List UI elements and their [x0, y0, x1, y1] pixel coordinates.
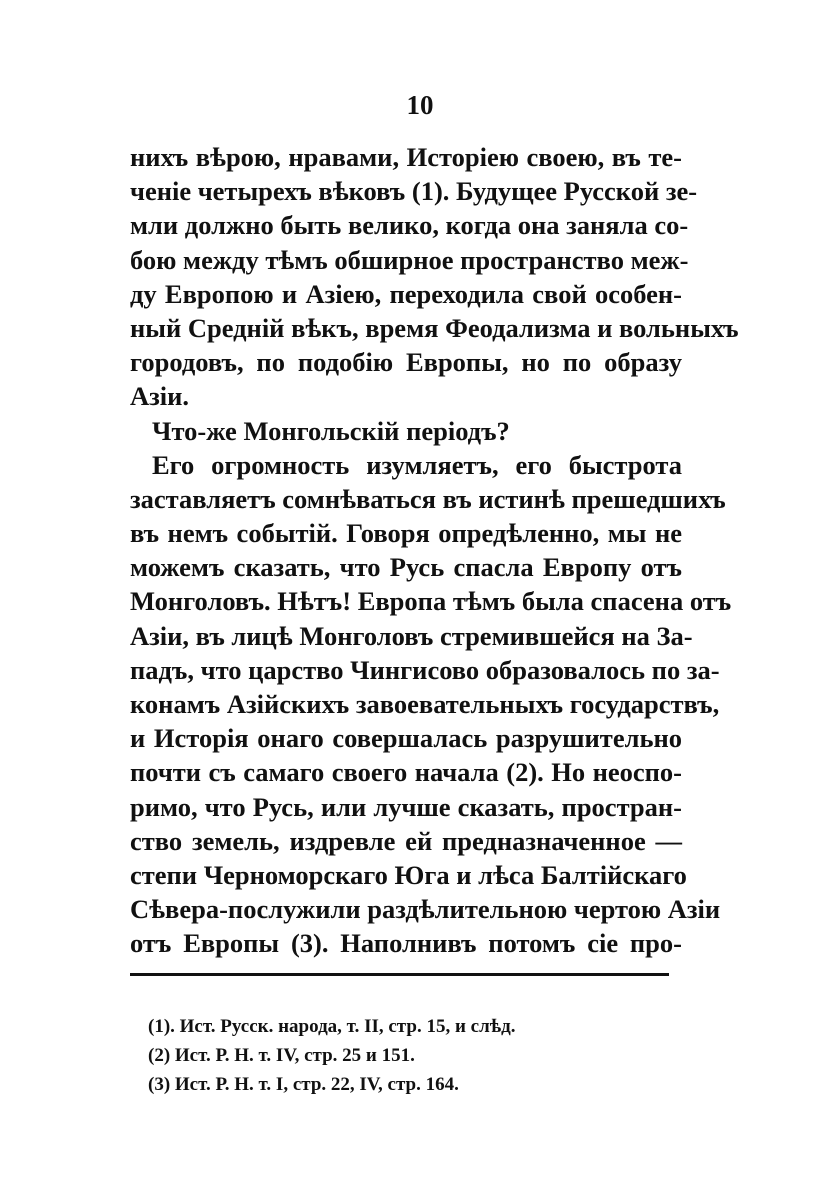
footnote-divider [130, 973, 669, 976]
text-line: нихъ вѣрою, нравами, Исторіею своею, въ те- [130, 142, 682, 172]
text-line: конамъ Азійскихъ завоевательныхъ государствъ, [130, 689, 720, 719]
text-line: отъ Европы (3). Наполнивъ потомъ сіе про- [130, 928, 682, 959]
text-line: можемъ сказать, что Русь спасла Европу отъ [130, 552, 682, 583]
text-line: ство земель, издревле ей предназначенное — [130, 825, 682, 856]
text-line: степи Черноморскаго Юга и лѣса Балтійскаго [130, 859, 687, 890]
text-line: Монголовъ. Нѣтъ! Европа тѣмъ была спасена отъ [130, 586, 732, 617]
footnote: (3) Ист. Р. Н. т. I, стр. 22, IV, стр. 164. [148, 1074, 459, 1095]
text-line: въ немъ событій. Говоря опредѣленно, мы не [130, 518, 682, 549]
text-line: ду Европою и Азіею, переходила свой особен- [130, 278, 682, 309]
text-line: заставляетъ сомнѣваться въ истинѣ прешедшихъ [130, 483, 726, 514]
footnote: (2) Ист. Р. Н. т. IV, стр. 25 и 151. [148, 1045, 415, 1066]
text-line: и Исторія онаго совершалась разрушительно [130, 723, 682, 754]
text-line: падъ, что царство Чингисово образовалось по за- [130, 654, 720, 685]
text-line: римо, что Русь, или лучше сказать, простран- [130, 791, 682, 822]
footnote: (1). Ист. Русск. народа, т. II, стр. 15, и слѣд. [148, 1016, 516, 1037]
text-line: Его огромность изумляетъ, его быстрота [152, 449, 682, 480]
text-line: мли должно быть велико, когда она заняла со- [130, 210, 689, 241]
text-line: городовъ, по подобію Европы, но по образу [130, 347, 682, 378]
footnotes [148, 1012, 668, 1099]
page-number: 10 [406, 90, 434, 120]
text-line: ный Средній вѣкъ, время Феодализма и вольныхъ [130, 312, 739, 343]
text-line: Сѣвера-послужили раздѣлительною чертою Азіи [130, 894, 721, 925]
body-text [130, 140, 739, 961]
text-line: Что-же Монгольскій періодъ? [152, 415, 510, 446]
text-line: бою между тѣмъ обширное пространство меж- [130, 244, 689, 275]
text-line: почти съ самаго своего начала (2). Но неоспо- [130, 757, 682, 788]
text-line: Азіи, въ лицѣ Монголовъ стремившейся на За- [130, 620, 693, 651]
text-line: Азіи. [130, 381, 190, 412]
text-line: ченіе четырехъ вѣковъ (1). Будущее Русской зе- [130, 176, 698, 207]
